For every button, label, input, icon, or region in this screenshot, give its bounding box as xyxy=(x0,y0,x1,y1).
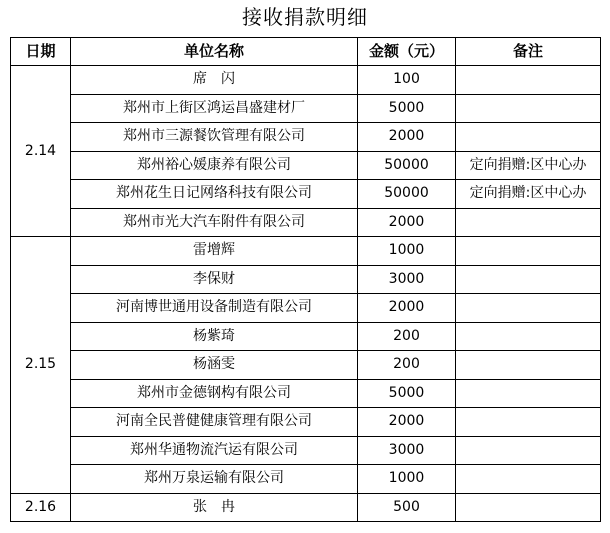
amount-cell: 2000 xyxy=(358,123,456,152)
header-unit: 单位名称 xyxy=(71,38,358,66)
table-row xyxy=(11,322,601,351)
unit-cell: 席 闪 xyxy=(71,66,358,95)
amount-cell: 2000 xyxy=(358,294,456,323)
unit-cell: 河南全民普健健康管理有限公司 xyxy=(71,408,358,437)
amount-cell: 1000 xyxy=(358,465,456,494)
unit-cell: 郑州裕心媛康养有限公司 xyxy=(71,151,358,180)
unit-cell: 郑州万泉运输有限公司 xyxy=(71,465,358,494)
table-row xyxy=(11,151,601,180)
table-row xyxy=(11,465,601,494)
amount-cell: 200 xyxy=(358,351,456,380)
note-cell xyxy=(456,66,601,95)
note-cell: 定向捐赠:区中心办 xyxy=(456,180,601,209)
note-cell: 定向捐赠:区中心办 xyxy=(456,151,601,180)
unit-cell: 郑州市上街区鸿运昌盛建材厂 xyxy=(71,94,358,123)
table-row xyxy=(11,436,601,465)
unit-cell: 李保财 xyxy=(71,265,358,294)
amount-cell: 5000 xyxy=(358,379,456,408)
note-cell xyxy=(456,94,601,123)
unit-cell: 郑州市光大汽车附件有限公司 xyxy=(71,208,358,237)
table-row xyxy=(11,265,601,294)
note-cell xyxy=(456,408,601,437)
header-row xyxy=(11,38,601,66)
amount-cell: 2000 xyxy=(358,208,456,237)
note-cell xyxy=(456,322,601,351)
unit-cell: 杨紫琦 xyxy=(71,322,358,351)
page-title: 接收捐款明细 xyxy=(242,5,368,29)
table-row xyxy=(11,66,601,95)
table-row xyxy=(11,208,601,237)
amount-cell: 1000 xyxy=(358,237,456,266)
donation-table xyxy=(10,37,601,522)
note-cell xyxy=(456,265,601,294)
amount-cell: 3000 xyxy=(358,436,456,465)
header-date: 日期 xyxy=(11,38,71,66)
unit-cell: 河南博世通用设备制造有限公司 xyxy=(71,294,358,323)
unit-cell: 郑州华通物流汽运有限公司 xyxy=(71,436,358,465)
table-row xyxy=(11,180,601,209)
amount-cell: 5000 xyxy=(358,94,456,123)
amount-cell: 3000 xyxy=(358,265,456,294)
header-note: 备注 xyxy=(456,38,601,66)
amount-cell: 200 xyxy=(358,322,456,351)
note-cell xyxy=(456,294,601,323)
table-row xyxy=(11,237,601,266)
date-cell: 2.16 xyxy=(11,493,71,522)
amount-cell: 100 xyxy=(358,66,456,95)
table-row xyxy=(11,493,601,522)
note-cell xyxy=(456,493,601,522)
note-cell xyxy=(456,208,601,237)
date-cell: 2.15 xyxy=(11,237,71,494)
amount-cell: 2000 xyxy=(358,408,456,437)
date-cell: 2.14 xyxy=(11,66,71,237)
amount-cell: 50000 xyxy=(358,180,456,209)
note-cell xyxy=(456,123,601,152)
note-cell xyxy=(456,237,601,266)
header-amount: 金额（元） xyxy=(358,38,456,66)
note-cell xyxy=(456,465,601,494)
unit-cell: 张 冉 xyxy=(71,493,358,522)
table-row xyxy=(11,94,601,123)
unit-cell: 郑州市金德钢构有限公司 xyxy=(71,379,358,408)
unit-cell: 郑州花生日记网络科技有限公司 xyxy=(71,180,358,209)
note-cell xyxy=(456,351,601,380)
unit-cell: 郑州市三源餐饮管理有限公司 xyxy=(71,123,358,152)
amount-cell: 500 xyxy=(358,493,456,522)
note-cell xyxy=(456,436,601,465)
table-row xyxy=(11,351,601,380)
unit-cell: 杨涵雯 xyxy=(71,351,358,380)
note-cell xyxy=(456,379,601,408)
table-row xyxy=(11,123,601,152)
table-row xyxy=(11,294,601,323)
unit-cell: 雷增辉 xyxy=(71,237,358,266)
table-row xyxy=(11,408,601,437)
table-row xyxy=(11,379,601,408)
amount-cell: 50000 xyxy=(358,151,456,180)
